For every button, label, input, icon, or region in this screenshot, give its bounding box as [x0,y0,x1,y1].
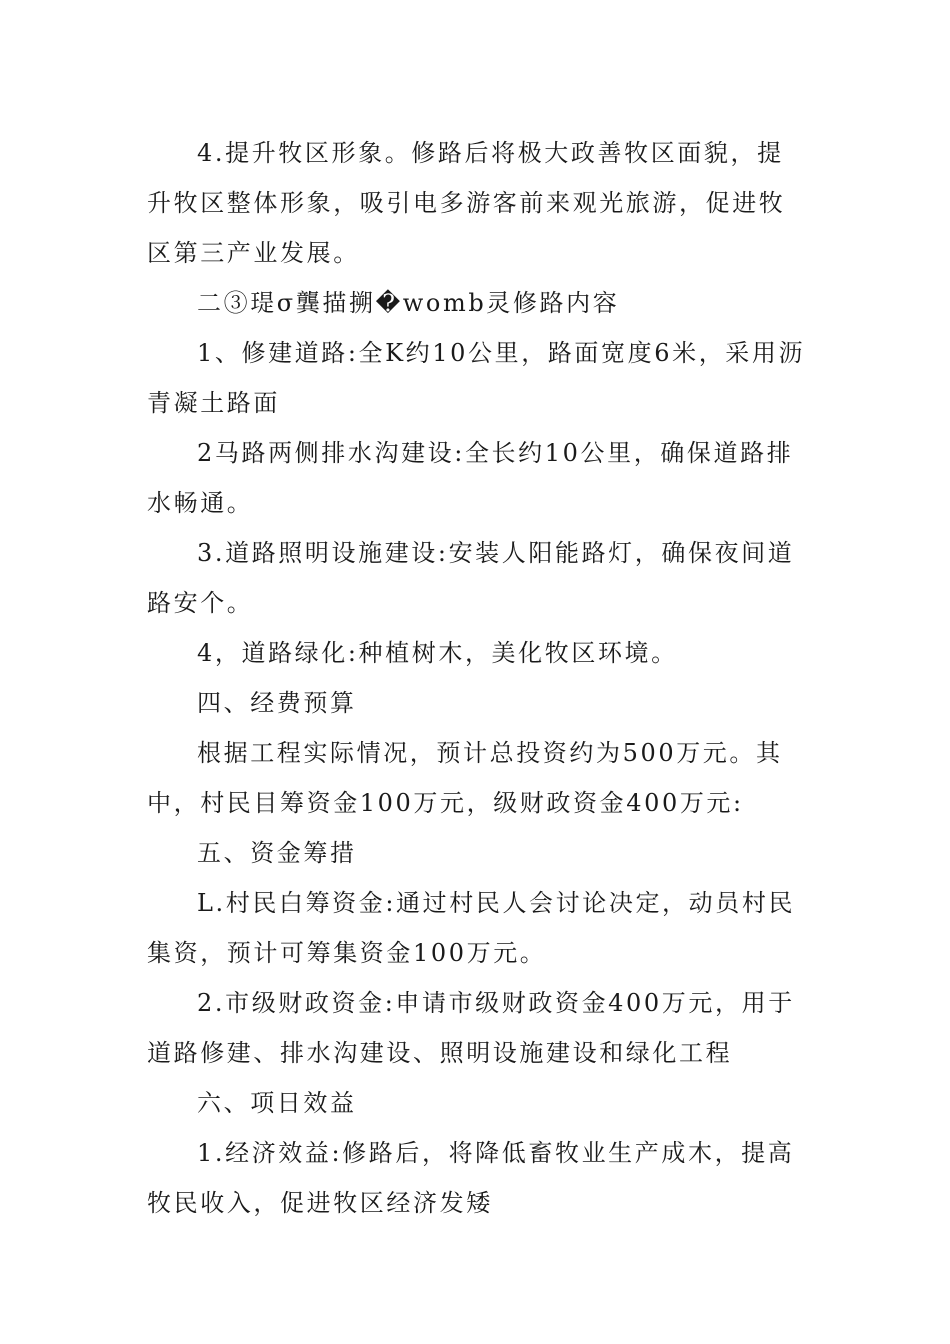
paragraph-budget-details: 根据工程实际情况，预计总投资约为500万元。其中，村民目筹资金100万元，级财政资金400万元: [147,739,783,817]
paragraph-drainage-ditch: 2马路两侧排水沟建设:全长约10公里，确保道路排水畅通。 [147,439,794,517]
heading-section-funding: 五、资金筹措 [197,839,357,867]
heading-section-road-content: 二③瑅σ龔描搠�womb灵修路内容 [197,289,620,317]
paragraph-road-greening: 4，道路绿化:种植树木，美化牧区环境。 [197,639,678,667]
heading-section-budget: 四、经费预算 [197,689,357,717]
document-body [147,128,807,1228]
paragraph-villager-funding: L.村民白筹资金:通过村民人会讨论决定，动员村民集资，预计可筹集资金100万元。 [147,889,796,967]
paragraph-city-funding: 2.市级财政资金:申请市级财政资金400万元，用于道路修建、排水沟建设、照明设施建设和绿化工程 [147,989,795,1067]
heading-section-benefits: 六、项日效益 [197,1089,357,1117]
paragraph-road-lighting: 3.道路照明设施建设:安装人阳能路灯，确保夜间道路安个。 [147,539,795,617]
paragraph-image-improvement: 4.提升牧区形象。修路后将极大政善牧区面貌，提升牧区整体形象，吸引电多游客前来观光旅游，促进牧区第三产业发展。 [147,139,786,267]
paragraph-economic-benefits: 1.经济效益:修路后，将降低畜牧业生产成木，提高牧民收入，促进牧区经济发矮 [147,1139,795,1217]
paragraph-road-construction: 1、修建道路:全K约10公里，路面宽度6米，采用沥青凝土路面 [147,339,806,417]
